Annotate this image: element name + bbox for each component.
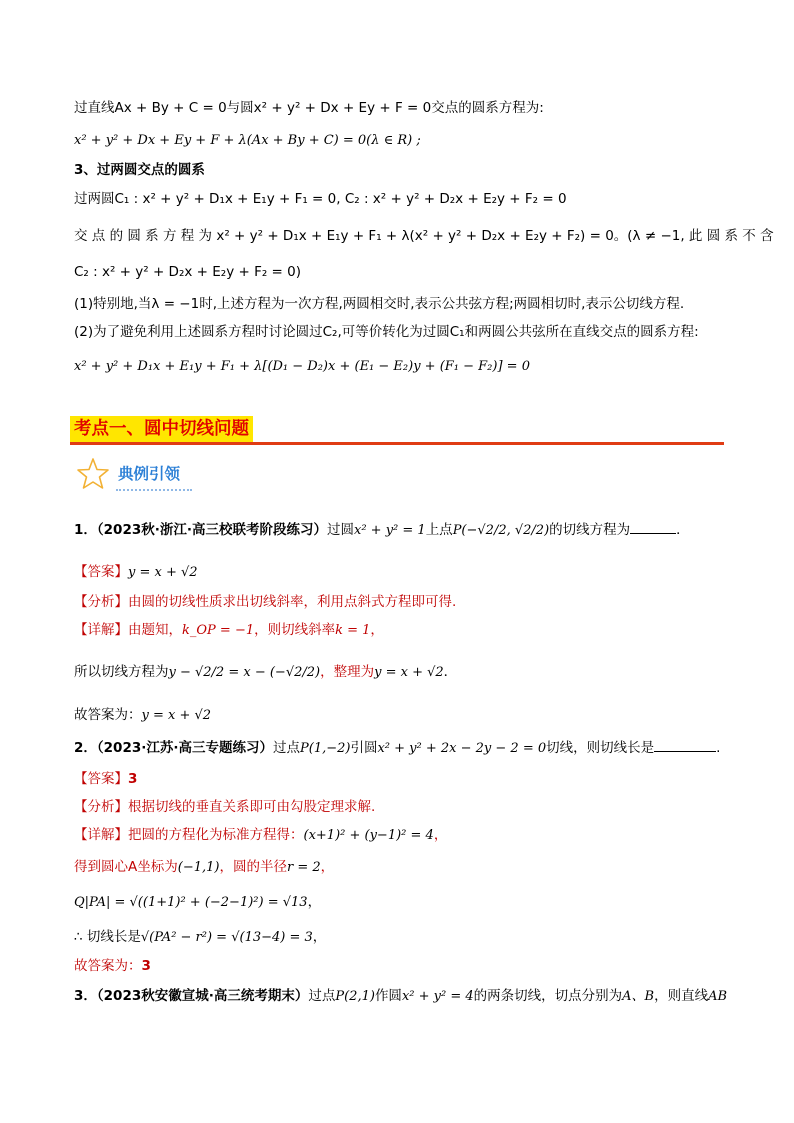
q2-center-math-1: (−1,1) (177, 860, 220, 875)
q1-detail-math-1: k_OP = −1 (182, 623, 255, 638)
example-label: 典例引领 (118, 465, 181, 483)
q2-answer-label: 【答案】 (74, 771, 128, 787)
q2-length-end: ， (312, 929, 327, 945)
q1-stem-text-c: 的切线方程为 (549, 522, 631, 538)
q1-analysis-row (74, 592, 456, 612)
q1-answer-row (74, 562, 198, 583)
q1-number: 1． (74, 522, 97, 538)
q2-analysis-label: 【分析】 (74, 799, 128, 815)
q2-analysis-row (74, 797, 375, 817)
q1-work-math-1: y − √2/2 = x − (−√2/2) (168, 665, 321, 680)
q1-answer: y = x + √2 (128, 565, 198, 580)
q1-detail-math-2: k = 1 (335, 623, 371, 638)
intro-heading-3: 3、过两圆交点的圆系 (74, 162, 205, 178)
q1-detail-label: 【详解】 (74, 622, 128, 638)
q2-center-text-b: ，圆的半径 (219, 859, 287, 875)
q2-source: （2023·江苏·高三专题练习） (96, 740, 273, 756)
q1-stem-text-a: 过圆 (327, 522, 354, 538)
q2-center-math-2: r = 2 (286, 860, 321, 875)
star-icon (76, 457, 110, 491)
q1-stem-end: ． (676, 522, 690, 538)
q2-analysis: 根据切线的垂直关系即可由勾股定理求解. (128, 799, 376, 815)
q3-stem-math-3: A、B (622, 989, 655, 1004)
q2-answer-blank (654, 739, 716, 752)
q1-stem (74, 520, 690, 541)
q2-detail-label: 【详解】 (74, 827, 128, 843)
q3-stem-math-2: x² + y² = 4 (401, 989, 474, 1004)
q2-center-text-a: 得到圆心A坐标为 (74, 859, 178, 875)
q3-stem-text-b: 作圆 (374, 988, 402, 1004)
q2-detail-math: (x+1)² + (y−1)² = 4 (303, 828, 434, 843)
q2-stem-math-2: x² + y² + 2x − 2y − 2 = 0 (377, 741, 547, 756)
q1-work-text-b: ，整理为 (320, 664, 375, 680)
q2-answer: 3 (128, 771, 138, 787)
q3-source: （2023秋安徽宣城·高三统考期末） (96, 988, 309, 1004)
q2-length-math: √(PA² − r²) = √(13−4) = 3 (140, 930, 313, 945)
q1-stem-math-1: x² + y² = 1 (354, 523, 426, 538)
q2-answer-row (74, 769, 137, 789)
q2-pa-row (74, 892, 321, 913)
q2-detail-row (74, 825, 447, 846)
q1-final-row (74, 705, 211, 726)
q2-center-row (74, 857, 334, 878)
q1-detail-text-c: ， (370, 622, 384, 638)
q2-center-text-c: ， (320, 859, 335, 875)
q1-detail-text-b: ，则切线斜率 (254, 622, 336, 638)
q2-length-row (74, 927, 326, 948)
q1-work-math-2: y = x + √2 (374, 665, 444, 680)
intro-note-2: (2)为了避免利用上述圆系方程时讨论圆过C₂,可等价转化为过圆C₁和两圆公共弦所在直线交点的圆系方程: (74, 324, 699, 340)
q1-detail-text-a: 由题知， (128, 622, 182, 638)
q2-pa-end: ， (307, 894, 322, 910)
q1-stem-text-b: 上点 (425, 522, 453, 538)
q2-stem-end: . (716, 740, 721, 756)
intro-line-4: 过两圆C₁ : x² + y² + D₁x + E₁y + F₁ = 0, C₂ : x² + y² + D₂x + E₂y + F₂ = 0 (74, 191, 567, 207)
q1-work-row (74, 662, 457, 683)
q3-stem (74, 986, 727, 1007)
q3-number: 3． (74, 988, 97, 1004)
q1-work-text-c: ． (443, 664, 458, 680)
q2-final: 3 (141, 958, 151, 974)
section-title: 考点一、圆中切线问题 (70, 416, 253, 442)
q1-answer-blank (630, 521, 676, 534)
q1-work-text-a: 所以切线方程为 (74, 664, 169, 680)
q2-final-label: 故答案为： (74, 958, 142, 974)
intro-formula-line-9: x² + y² + D₁x + E₁y + F₁ + λ[(D₁ − D₂)x + (E₁ − E₂)y + (F₁ − F₂)] = 0 (74, 359, 530, 374)
intro-formula-line-2: x² + y² + Dx + Ey + F + λ(Ax + By + C) = 0(λ ∈ R) ; (74, 133, 421, 148)
q2-final-row (74, 956, 151, 976)
q2-stem-text-a: 过点 (273, 740, 300, 756)
q3-stem-text-a: 过点 (308, 988, 336, 1004)
q1-analysis: 由圆的切线性质求出切线斜率，利用点斜式方程即可得. (128, 594, 457, 610)
q3-stem-math-1: P(2,1) (335, 989, 375, 1004)
intro-line-1: 过直线Ax + By + C = 0与圆x² + y² + Dx + Ey + F = 0交点的圆系方程为: (74, 100, 544, 116)
intro-line-6: C₂ : x² + y² + D₂x + E₂y + F₂ = 0) (74, 264, 302, 280)
q3-stem-text-c: 的两条切线，切点分别为 (473, 988, 623, 1004)
q3-stem-text-d: ，则直线 (654, 988, 709, 1004)
q2-stem-text-b: 引圆 (350, 740, 378, 756)
q2-stem (74, 738, 720, 759)
q1-final-label: 故答案为： (74, 707, 142, 723)
q1-analysis-label: 【分析】 (74, 594, 128, 610)
example-underline (116, 489, 192, 491)
q2-detail-text-a: 把圆的方程化为标准方程得： (128, 827, 304, 843)
section-header (70, 416, 724, 445)
q1-source: （2023秋·浙江·高三校联考阶段练习） (96, 522, 327, 538)
intro-note-1: (1)特别地,当λ = −1时,上述方程为一次方程,两圆相交时,表示公共弦方程;两圆相切时,表示公切线方程. (74, 296, 685, 312)
q3-stem-math-4: AB (708, 989, 728, 1004)
q2-number: 2． (74, 740, 97, 756)
q1-final: y = x + √2 (141, 708, 212, 723)
q2-detail-text-b: ， (433, 827, 448, 843)
q2-pa-math: Q|PA| = √((1+1)² + (−2−1)²) = √13 (74, 895, 308, 910)
intro-line-5: 交 点 的 圆 系 方 程 为 x² + y² + D₁x + E₁y + F₁ + λ(x² + y² + D₂x + E₂y + F₂) = 0。(λ ≠ −1, 此 圆 系 不 含 (74, 228, 774, 244)
q1-detail-row (74, 620, 384, 641)
q1-answer-label: 【答案】 (74, 564, 128, 580)
q1-stem-math-2: P(−√2/2, √2/2) (452, 523, 550, 538)
q2-stem-math-1: P(1,−2) (300, 741, 351, 756)
q2-length-text: ∴ 切线长是 (74, 929, 141, 945)
q2-stem-text-c: 切线，则切线长是 (546, 740, 655, 756)
